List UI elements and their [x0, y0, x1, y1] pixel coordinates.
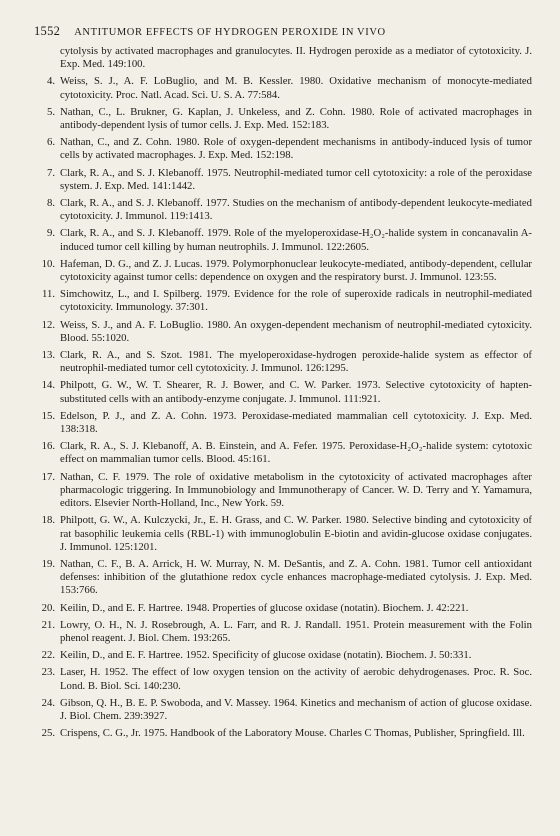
reference-number: 25.: [41, 727, 55, 740]
reference-item: [34, 410, 532, 436]
reference-text: Laser, H. 1952. The effect of low oxygen tension on the activity of aerobic dehydrogenases. Proc. R. Soc. Lond. B. Biol. Sci. 140:230.: [60, 666, 532, 692]
reference-number: 5.: [46, 105, 55, 118]
reference-item: [34, 136, 532, 162]
reference-item: [34, 45, 532, 71]
reference-text: Keilin, D., and E. F. Hartree. 1952. Specificity of glucose oxidase (notatin). Biochem. J. 50:331.: [60, 649, 472, 662]
reference-text: Clark, R. A., and S. Szot. 1981. The myeloperoxidase-hydrogen peroxide-halide system as effector of neutrophil-mediated tumor cell cytotoxicity. J. Immunol. 126:1295.: [60, 349, 532, 375]
reference-item: [34, 227, 532, 253]
reference-number: 16.: [41, 440, 55, 453]
reference-text: Edelson, P. J., and Z. A. Cohn. 1973. Peroxidase-mediated mammalian cell cytotoxicity. J. Exp. Med. 138:318.: [60, 409, 532, 436]
reference-number: 20.: [41, 601, 55, 614]
reference-item: [34, 440, 532, 466]
reference-number: 21.: [41, 618, 55, 631]
reference-number: 10.: [41, 257, 55, 270]
reference-number: 24.: [41, 696, 55, 709]
reference-number: 14.: [41, 379, 55, 392]
reference-text: Lowry, O. H., N. J. Rosebrough, A. L. Farr, and R. J. Randall. 1951. Protein measurement with the Folin phenol reagent. J. Biol. Chem. 193:265.: [60, 618, 532, 644]
reference-item: [34, 697, 532, 723]
reference-text: Philpott, G. W., A. Kulczycki, Jr., E. H. Grass, and C. W. Parker. 1980. Selective binding and cytotoxicity of rat basophilic leukemia cells (RBL-1) with immunoglobulin E-biotin and avidin-glucose oxidase conjugates. J. Immunol. 125:1201.: [60, 514, 532, 553]
reference-text: Gibson, Q. H., B. E. P. Swoboda, and V. Massey. 1964. Kinetics and mechanism of action of glucose oxidase. J. Biol. Chem. 239:3927.: [60, 696, 532, 722]
reference-text: Nathan, C., and Z. Cohn. 1980. Role of oxygen-dependent mechanisms in antibody-induced lysis of tumor cells by activated macrophages. J. Exp. Med. 152:198.: [60, 136, 532, 162]
reference-item: [34, 349, 532, 375]
reference-number: 23.: [41, 666, 55, 679]
reference-item: [34, 258, 532, 284]
reference-item: [34, 106, 532, 132]
reference-text: Hafeman, D. G., and Z. J. Lucas. 1979. Polymorphonuclear leukocyte-mediated, antibody-dependent, cellular cytotoxicity against tumor cells: dependence on oxygen and the respiratory burst. J. Immunol. 123:55.: [60, 257, 532, 284]
reference-text: Weiss, S. J., and A. F. LoBuglio. 1980. An oxygen-dependent mechanism of neutrophil-mediated cytoxicity. Blood. 55:1020.: [60, 318, 532, 344]
reference-item: [34, 602, 532, 615]
reference-text: Crispens, C. G., Jr. 1975. Handbook of the Laboratory Mouse. Charles C Thomas, Publisher, Springfield. Ill.: [60, 727, 525, 740]
reference-item: [34, 167, 532, 193]
reference-item: [34, 288, 532, 314]
reference-item: [34, 75, 532, 101]
reference-number: 18.: [41, 514, 55, 527]
reference-item: [34, 197, 532, 223]
reference-item: [34, 379, 532, 405]
reference-number: 11.: [42, 288, 55, 301]
reference-number: 7.: [46, 166, 55, 179]
reference-number: 12.: [41, 318, 55, 331]
reference-list: [34, 45, 532, 744]
page-header: [34, 24, 530, 39]
reference-item: [34, 319, 532, 345]
reference-item: [34, 619, 532, 645]
reference-text: Clark, R. A., and S. J. Klebanoff. 1979. Role of the myeloperoxidase-H₂O₂-halide system in concanavalin A-induced tumor cell killing by human neutrophils. J. Immunol. 122:2605.: [60, 227, 532, 253]
reference-text: Simchowitz, L., and I. Spilberg. 1979. Evidence for the role of superoxide radicals in neutrophil-mediated cytotoxicity. Immunology. 37:301.: [60, 288, 532, 314]
reference-item: [34, 666, 532, 692]
reference-text: Keilin, D., and E. F. Hartree. 1948. Properties of glucose oxidase (notatin). Biochem. J. 42:221.: [60, 601, 469, 614]
reference-text: Nathan, C. F. 1979. The role of oxidative metabolism in the cytotoxicity of activated macrophages after pharmacologic triggering. In Immunobiology and Immunotherapy of Cancer. W. D. Terry and Y. Yamamura, editors. Elsevier North-Holland, Inc., New York. 59.: [60, 470, 532, 510]
reference-number: 9.: [46, 227, 55, 240]
reference-number: 8.: [46, 197, 55, 210]
reference-item: [34, 514, 532, 554]
reference-text: cytolysis by activated macrophages and granulocytes. II. Hydrogen peroxide as a mediator of cytotoxicity. J. Exp. Med. 149:100.: [60, 45, 532, 71]
reference-text: Clark, R. A., and S. J. Klebanoff. 1975. Neutrophil-mediated tumor cell cytotoxicity: a role of the peroxidase system. J. Exp. Med. 141:1442.: [60, 166, 532, 192]
reference-number: 22.: [41, 649, 55, 662]
reference-number: 19.: [41, 557, 55, 570]
reference-text: Nathan, C. F., B. A. Arrick, H. W. Murray, N. M. DeSantis, and Z. A. Cohn. 1981. Tumor cell antioxidant defenses: inhibition of the glutathione redox cycle enhances macrophage-mediated cytolysis. J. Exp. Med. 153:766.: [60, 557, 532, 597]
reference-text: Philpott, G. W., W. T. Shearer, R. J. Bower, and C. W. Parker. 1973. Selective cytotoxicity of hapten-substituted cells with an antibody-enzyme conjugate. J. Immunol. 111:921.: [60, 379, 532, 405]
reference-number: 13.: [41, 349, 55, 362]
reference-item: [34, 471, 532, 511]
reference-item: [34, 727, 532, 740]
reference-number: 17.: [41, 470, 55, 483]
reference-number: 6.: [46, 136, 55, 149]
running-title: ANTITUMOR EFFECTS OF HYDROGEN PEROXIDE IN VIVO: [74, 27, 386, 38]
reference-item: [34, 558, 532, 598]
reference-text: Nathan, C., L. Brukner, G. Kaplan, J. Unkeless, and Z. Cohn. 1980. Role of activated macrophages in antibody-dependent lysis of tumor cells. J. Exp. Med. 152:183.: [60, 105, 532, 132]
reference-text: Weiss, S. J., A. F. LoBuglio, and M. B. Kessler. 1980. Oxidative mechanism of monocyte-mediated cytotoxicity. Proc. Natl. Acad. Sci. U. S. A. 77:584.: [60, 75, 532, 101]
reference-text: Clark, R. A., and S. J. Klebanoff. 1977. Studies on the mechanism of antibody-dependent leukocyte-mediated cytotoxicity. J. Immunol. 119:1413.: [60, 197, 532, 223]
reference-number: 15.: [41, 409, 55, 422]
reference-item: [34, 649, 532, 662]
reference-text: Clark, R. A., S. J. Klebanoff, A. B. Einstein, and A. Fefer. 1975. Peroxidase-H₂O₂-halide system: cytotoxic effect on mammalian tumor cells. Blood. 45:161.: [60, 440, 532, 466]
page-number: 1552: [34, 24, 61, 38]
reference-number: 4.: [46, 75, 55, 88]
